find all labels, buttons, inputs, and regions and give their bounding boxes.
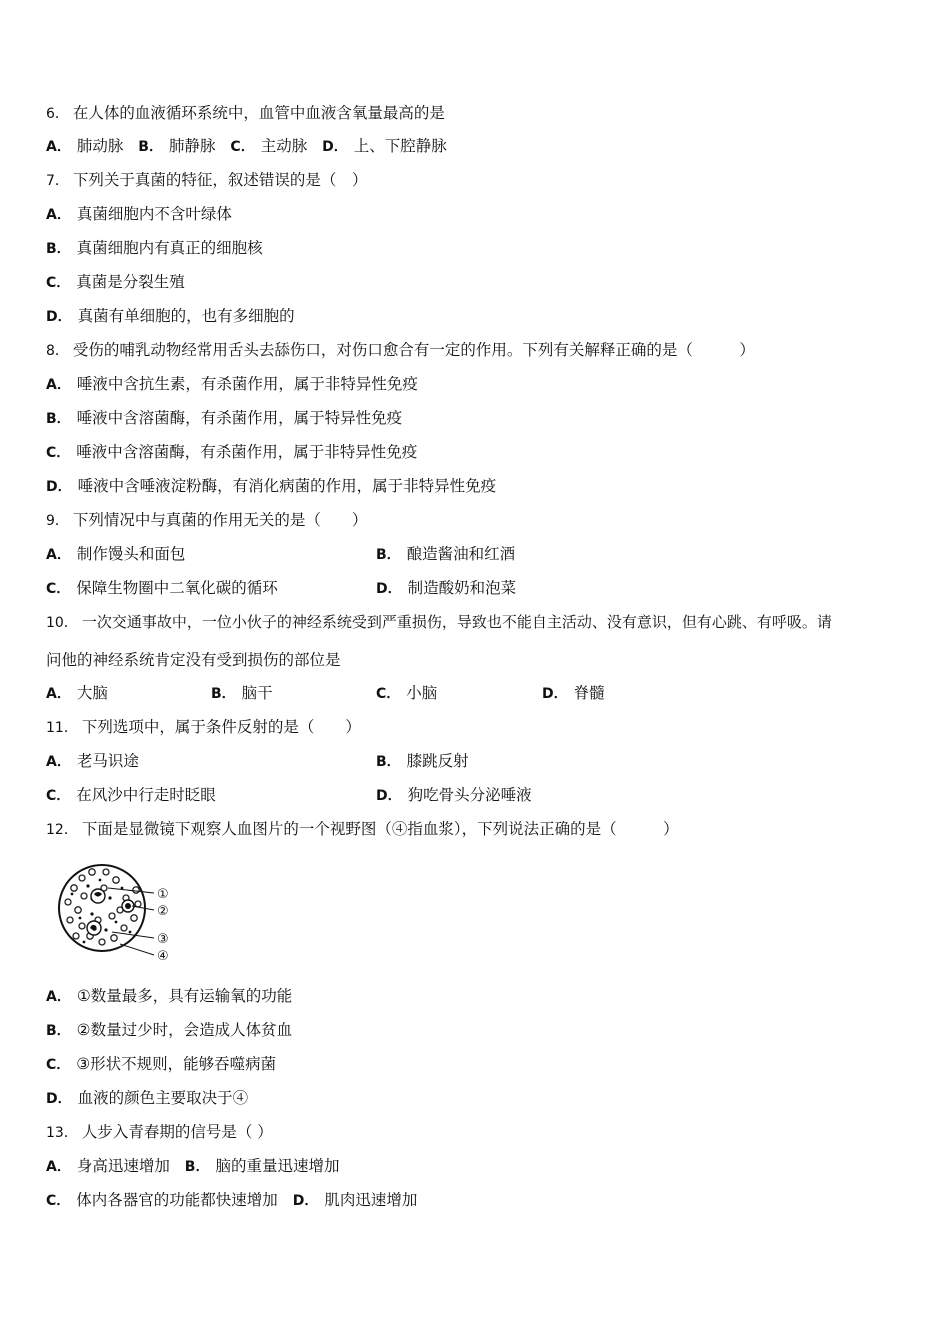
option-text: 保障生物圈中二氧化碳的循环 bbox=[76, 579, 278, 597]
option-text: 酿造酱油和红酒 bbox=[406, 545, 516, 563]
question-number: 13． bbox=[46, 1125, 78, 1141]
label-1: ① bbox=[157, 887, 169, 902]
question-8-stem bbox=[46, 340, 755, 361]
option-text: 主动脉 bbox=[260, 137, 308, 155]
option-text: ②数量过少时，会造成人体贫血 bbox=[76, 1021, 293, 1039]
question-13-options-row-1 bbox=[46, 1156, 339, 1177]
question-text: 问他的神经系统肯定没有受到损伤的部位是 bbox=[46, 651, 341, 669]
option-text: 真菌细胞内不含叶绿体 bbox=[76, 205, 232, 223]
question-11-stem bbox=[46, 717, 361, 738]
question-7-option-d bbox=[46, 306, 295, 327]
option-label: B． bbox=[376, 547, 401, 563]
option-label: B． bbox=[46, 1023, 71, 1039]
option-text: 肺动脉 bbox=[76, 137, 124, 155]
option-d bbox=[542, 683, 605, 704]
option-label: C． bbox=[46, 788, 71, 804]
option-label: B． bbox=[138, 139, 163, 155]
option-label: D． bbox=[376, 788, 402, 804]
option-text: ①数量最多，具有运输氧的功能 bbox=[76, 987, 293, 1005]
option-text: 在风沙中行走时眨眼 bbox=[76, 786, 216, 804]
option-label: A． bbox=[46, 1159, 71, 1175]
option-text: ③形状不规则，能够吞噬病菌 bbox=[76, 1055, 277, 1073]
option-label: C． bbox=[46, 1193, 71, 1209]
option-label: C． bbox=[46, 275, 71, 291]
question-12-option-a bbox=[46, 986, 292, 1007]
option-label: D． bbox=[292, 1193, 319, 1209]
blood-smear-figure bbox=[54, 858, 184, 970]
question-text: 一次交通事故中，一位小伙子的神经系统受到严重损伤，导致也不能自主活动、没有意识，但有心跳、有呼吸。请 bbox=[81, 613, 832, 631]
question-6-stem bbox=[46, 103, 445, 124]
question-7-option-a bbox=[46, 204, 232, 225]
option-text: 脑的重量迅速增加 bbox=[215, 1157, 340, 1175]
blood-smear-illustration bbox=[54, 858, 184, 970]
question-7-stem bbox=[46, 170, 367, 191]
question-text: 受伤的哺乳动物经常用舌头去舔伤口，对伤口愈合有一定的作用。下列有关解释正确的是（ ） bbox=[72, 341, 755, 359]
option-b bbox=[376, 544, 515, 565]
question-8-option-c bbox=[46, 442, 417, 463]
option-label: B． bbox=[46, 411, 71, 427]
option-text: 体内各器官的功能都快速增加 bbox=[76, 1191, 278, 1209]
option-text: 小脑 bbox=[406, 684, 438, 702]
option-b bbox=[211, 683, 273, 704]
question-11-options-row-2 bbox=[46, 785, 906, 805]
question-number: 7． bbox=[46, 173, 69, 189]
question-text: 下列关于真菌的特征，叙述错误的是（ ） bbox=[72, 171, 368, 189]
question-13-stem bbox=[46, 1122, 273, 1143]
option-c bbox=[46, 785, 216, 806]
option-text: 脑干 bbox=[241, 684, 273, 702]
question-text: 下列情况中与真菌的作用无关的是（ ） bbox=[72, 511, 368, 529]
option-label: D． bbox=[46, 309, 72, 325]
question-11-options-row-1 bbox=[46, 751, 906, 771]
option-label: D． bbox=[46, 1091, 72, 1107]
question-10-stem-continued bbox=[46, 650, 341, 670]
question-text: 下列选项中，属于条件反射的是（ ） bbox=[81, 718, 361, 736]
question-6-options bbox=[46, 136, 447, 157]
option-text: 制造酸奶和泡菜 bbox=[407, 579, 517, 597]
question-12-stem bbox=[46, 819, 679, 840]
question-number: 9． bbox=[46, 513, 69, 529]
option-a bbox=[46, 544, 185, 565]
option-label: B． bbox=[46, 241, 71, 257]
option-b bbox=[376, 751, 469, 772]
question-8-option-a bbox=[46, 374, 418, 395]
option-label: B． bbox=[211, 686, 236, 702]
option-label: A． bbox=[46, 207, 71, 223]
question-13-options-row-2 bbox=[46, 1190, 417, 1211]
question-12-option-d bbox=[46, 1088, 248, 1109]
option-label: D． bbox=[46, 479, 72, 495]
question-12-option-c bbox=[46, 1054, 276, 1075]
option-text: 唾液中含溶菌酶，有杀菌作用，属于特异性免疫 bbox=[76, 409, 403, 427]
label-4: ④ bbox=[157, 949, 169, 964]
option-label: A． bbox=[46, 989, 71, 1005]
option-label: A． bbox=[46, 139, 71, 155]
question-number: 11． bbox=[46, 720, 78, 736]
option-label: D． bbox=[542, 686, 568, 702]
option-text: 真菌有单细胞的，也有多细胞的 bbox=[77, 307, 295, 325]
option-text: 唾液中含唾液淀粉酶，有消化病菌的作用，属于非特异性免疫 bbox=[77, 477, 497, 495]
question-9-options-row-1 bbox=[46, 544, 906, 564]
option-label: A． bbox=[46, 686, 71, 702]
option-label: C． bbox=[46, 445, 71, 461]
option-text: 真菌是分裂生殖 bbox=[76, 273, 185, 291]
question-12-option-b bbox=[46, 1020, 292, 1041]
option-label: C． bbox=[230, 139, 255, 155]
option-text: 唾液中含抗生素，有杀菌作用，属于非特异性免疫 bbox=[76, 375, 418, 393]
question-number: 8． bbox=[46, 343, 69, 359]
option-label: C． bbox=[376, 686, 401, 702]
question-10-stem bbox=[46, 612, 832, 633]
question-text: 人步入青春期的信号是（ ） bbox=[81, 1123, 273, 1141]
option-text: 大脑 bbox=[76, 684, 108, 702]
option-text: 唾液中含溶菌酶，有杀菌作用，属于非特异性免疫 bbox=[76, 443, 418, 461]
option-text: 制作馒头和面包 bbox=[76, 545, 186, 563]
option-label: D． bbox=[376, 581, 402, 597]
question-8-option-b bbox=[46, 408, 402, 429]
question-number: 6． bbox=[46, 106, 69, 122]
question-text: 下面是显微镜下观察人血图片的一个视野图（④指血浆），下列说法正确的是（ ） bbox=[81, 820, 679, 838]
question-9-options-row-2 bbox=[46, 578, 906, 598]
option-a bbox=[46, 751, 139, 772]
question-9-stem bbox=[46, 510, 367, 531]
question-7-option-c bbox=[46, 272, 185, 293]
question-10-options bbox=[46, 683, 906, 703]
option-label: D． bbox=[322, 139, 348, 155]
option-d bbox=[376, 785, 532, 806]
option-d bbox=[376, 578, 516, 599]
question-8-option-d bbox=[46, 476, 496, 497]
option-label: B． bbox=[376, 754, 401, 770]
option-label: C． bbox=[46, 581, 71, 597]
option-text: 上、下腔静脉 bbox=[353, 137, 447, 155]
question-text: 在人体的血液循环系统中，血管中血液含氧量最高的是 bbox=[72, 104, 445, 122]
question-number: 10． bbox=[46, 615, 78, 631]
option-label: A． bbox=[46, 754, 71, 770]
question-7-option-b bbox=[46, 238, 263, 259]
option-text: 狗吃骨头分泌唾液 bbox=[407, 786, 532, 804]
figure-labels bbox=[157, 887, 169, 964]
option-text: 膝跳反射 bbox=[406, 752, 469, 770]
option-text: 脊髓 bbox=[573, 684, 605, 702]
option-text: 老马识途 bbox=[76, 752, 139, 770]
option-text: 肌肉迅速增加 bbox=[324, 1191, 418, 1209]
option-text: 真菌细胞内有真正的细胞核 bbox=[76, 239, 263, 257]
label-2: ② bbox=[157, 904, 169, 919]
option-text: 肺静脉 bbox=[168, 137, 216, 155]
option-text: 血液的颜色主要取决于④ bbox=[77, 1089, 249, 1107]
question-number: 12． bbox=[46, 822, 78, 838]
option-label: C． bbox=[46, 1057, 71, 1073]
option-a bbox=[46, 683, 108, 704]
option-label: A． bbox=[46, 377, 71, 393]
option-text: 身高迅速增加 bbox=[76, 1157, 170, 1175]
option-label: B． bbox=[184, 1159, 210, 1175]
option-c bbox=[46, 578, 278, 599]
option-label: A． bbox=[46, 547, 71, 563]
label-3: ③ bbox=[157, 932, 169, 947]
option-c bbox=[376, 683, 437, 704]
